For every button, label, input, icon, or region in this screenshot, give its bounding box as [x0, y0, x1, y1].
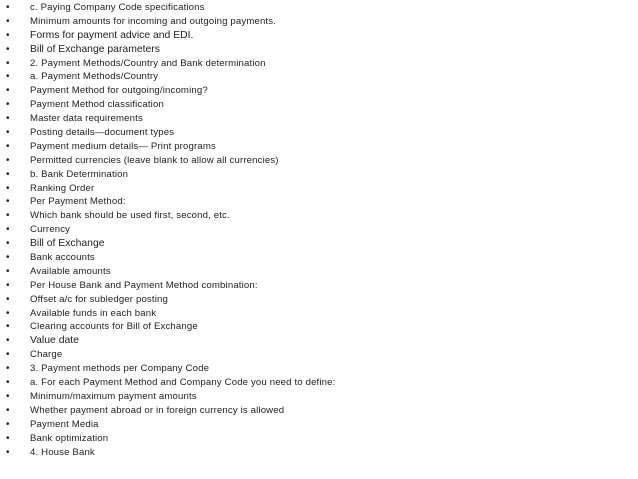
list-item	[0, 209, 638, 223]
list-item-text: Clearing accounts for Bill of Exchange	[30, 321, 198, 333]
bullet-marker: •	[6, 363, 10, 375]
list-item-text: Forms for payment advice and EDI.	[30, 29, 194, 41]
list-item	[0, 43, 638, 57]
list-item-text: Minimum/maximum payment amounts	[30, 390, 197, 402]
list-item-text: Which bank should be used first, second, etc.	[30, 210, 230, 222]
bullet-list	[0, 1, 638, 459]
bullet-marker: •	[6, 85, 10, 97]
bullet-marker: •	[6, 2, 10, 13]
list-item	[0, 98, 638, 112]
list-item-text: Bill of Exchange parameters	[30, 43, 160, 55]
list-item-text: Per Payment Method:	[30, 196, 126, 208]
list-item	[0, 126, 638, 140]
bullet-marker: •	[6, 168, 10, 180]
bullet-marker: •	[6, 99, 10, 111]
bullet-marker: •	[6, 321, 10, 333]
list-item	[0, 418, 638, 432]
list-item-text: Bank accounts	[30, 252, 95, 264]
list-item	[0, 1, 638, 15]
bullet-marker: •	[6, 127, 10, 139]
bullet-marker: •	[6, 390, 10, 402]
list-item	[0, 182, 638, 196]
list-item-text: 2. Payment Methods/Country and Bank determination	[30, 57, 266, 69]
list-item-text: Available amounts	[30, 265, 111, 277]
bullet-marker: •	[6, 446, 10, 458]
list-item-text: Per House Bank and Payment Method combination:	[30, 279, 258, 291]
list-item	[0, 112, 638, 126]
list-item-text: a. Payment Methods/Country	[30, 71, 159, 83]
list-item-text: Permitted currencies (leave blank to allow all currencies)	[30, 154, 279, 166]
list-item	[0, 432, 638, 446]
list-item	[0, 348, 638, 362]
bullet-marker: •	[6, 196, 10, 208]
list-item-text: Available funds in each bank	[30, 307, 157, 319]
list-item-text: Bank optimization	[30, 432, 109, 444]
list-item	[0, 251, 638, 265]
list-item	[0, 168, 638, 182]
list-item-text: Payment Media	[30, 418, 99, 430]
list-item-text: Ranking Order	[30, 182, 95, 194]
bullet-marker: •	[6, 140, 10, 152]
list-item	[0, 362, 638, 376]
bullet-marker: •	[6, 279, 10, 291]
list-item-text: Payment medium details— Print programs	[30, 140, 216, 152]
list-item	[0, 140, 638, 154]
bullet-marker: •	[6, 224, 10, 236]
bullet-marker: •	[6, 238, 10, 250]
list-item	[0, 57, 638, 71]
bullet-marker: •	[6, 15, 10, 27]
list-item-text: a. For each Payment Method and Company Code you need to define:	[30, 377, 336, 389]
list-item	[0, 446, 638, 460]
list-item	[0, 265, 638, 279]
list-item	[0, 70, 638, 84]
list-item-text: b. Bank Determination	[30, 168, 129, 180]
list-item-text: Minimum amounts for incoming and outgoing payments.	[30, 15, 277, 27]
list-item	[0, 84, 638, 98]
bullet-marker: •	[6, 349, 10, 361]
list-item-text: Offset a/c for subledger posting	[30, 293, 168, 305]
list-item	[0, 307, 638, 321]
bullet-marker: •	[6, 113, 10, 125]
list-item	[0, 404, 638, 418]
list-item	[0, 320, 638, 334]
list-item-text: 4. House Bank	[30, 446, 95, 458]
bullet-marker: •	[6, 377, 10, 389]
list-item	[0, 279, 638, 293]
list-item	[0, 334, 638, 348]
bullet-marker: •	[6, 154, 10, 166]
list-item-text: c. Paying Company Code specifications	[30, 2, 205, 13]
list-item	[0, 29, 638, 43]
bullet-marker: •	[6, 182, 10, 194]
bullet-marker: •	[6, 57, 10, 69]
list-item	[0, 293, 638, 307]
list-item	[0, 154, 638, 168]
list-item-text: Value date	[30, 335, 79, 347]
list-item-text: Payment Method classification	[30, 99, 164, 111]
list-item-text: Posting details—document types	[30, 127, 175, 139]
bullet-marker: •	[6, 404, 10, 416]
list-item	[0, 237, 638, 251]
bullet-marker: •	[6, 265, 10, 277]
bullet-marker: •	[6, 335, 10, 347]
list-item-text: 3. Payment methods per Company Code	[30, 363, 210, 375]
bullet-marker: •	[6, 71, 10, 83]
list-item	[0, 15, 638, 29]
bullet-marker: •	[6, 418, 10, 430]
list-item-text: Charge	[30, 349, 63, 361]
list-item-text: Whether payment abroad or in foreign currency is allowed	[30, 404, 285, 416]
list-item	[0, 376, 638, 390]
list-item	[0, 195, 638, 209]
bullet-marker: •	[6, 252, 10, 264]
bullet-marker: •	[6, 29, 10, 41]
list-item-text: Bill of Exchange	[30, 238, 105, 250]
list-item	[0, 390, 638, 404]
list-item	[0, 223, 638, 237]
bullet-marker: •	[6, 293, 10, 305]
bullet-marker: •	[6, 210, 10, 222]
bullet-marker: •	[6, 432, 10, 444]
list-item-text: Master data requirements	[30, 113, 143, 125]
bullet-marker: •	[6, 43, 10, 55]
list-item-text: Currency	[30, 224, 71, 236]
document-body	[0, 1, 638, 459]
bullet-marker: •	[6, 307, 10, 319]
list-item-text: Payment Method for outgoing/incoming?	[30, 85, 208, 97]
